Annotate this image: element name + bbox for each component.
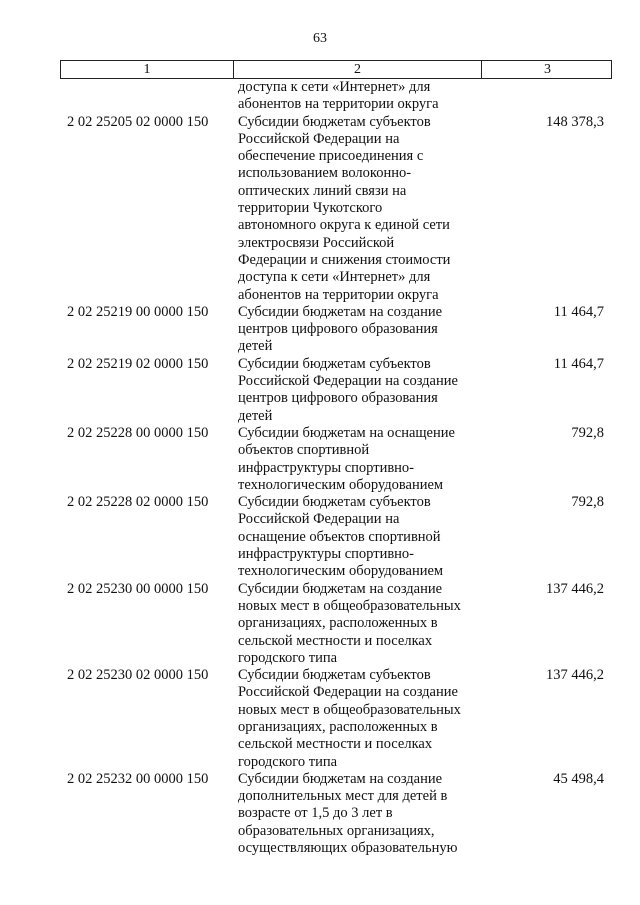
budget-code-cell: 2 02 25219 02 0000 150 <box>67 355 209 372</box>
table-row <box>60 356 612 425</box>
amount-cell <box>480 79 612 114</box>
budget-code-cell: 2 02 25205 02 0000 150 <box>67 113 209 130</box>
revenue-name-cell: Субсидии бюджетам на создание новых мест в общеобразовательных организациях, расположенных в сельской местности и поселках городского типа <box>238 580 461 666</box>
amount-cell: 11 464,7 <box>553 303 604 320</box>
budget-table <box>60 60 612 857</box>
amount-cell: 792,8 <box>571 424 604 441</box>
amount-cell: 148 378,3 <box>546 113 604 130</box>
table-row <box>60 581 612 667</box>
amount-cell: 792,8 <box>571 494 604 511</box>
budget-code-cell <box>60 79 232 114</box>
table-header-row <box>60 60 612 79</box>
header-cell-amount-column: 3 <box>481 61 613 78</box>
table-row <box>60 304 612 356</box>
revenue-name-cell: Субсидии бюджетам субъектов Российской Федерации на создание новых мест в общеобразовательных организациях, расположенных в сельской местности и поселках городского типа <box>238 667 461 770</box>
table-row <box>60 425 612 494</box>
revenue-name-cell: Субсидии бюджетам субъектов Российской Федерации на оснащение объектов спортивной инфраструктуры спортивно-технологическим оборудованием <box>238 494 444 580</box>
budget-code-cell: 2 02 25232 00 0000 150 <box>67 770 209 787</box>
amount-cell: 11 464,7 <box>553 355 604 372</box>
table-row <box>60 667 612 771</box>
revenue-name-cell: Субсидии бюджетам на оснащение объектов спортивной инфраструктуры спортивно-технологическим оборудованием <box>238 424 455 493</box>
revenue-name-cell: Субсидии бюджетам на создание центров цифрового образования детей <box>238 303 443 355</box>
revenue-name-cell: Субсидии бюджетам субъектов Российской Федерации на обеспечение присоединения с использованием волоконно-оптических линий связи на территории Чукотского автономного округа к единой сети электросвязи Российской Федерации и снижения стоимости доступа к сети «Интернет» для абонентов на территории округа <box>238 113 451 303</box>
amount-cell: 137 446,2 <box>546 580 604 597</box>
table-body <box>60 79 612 857</box>
header-cell-name-column: 2 <box>233 61 481 78</box>
table-row <box>60 494 612 580</box>
amount-cell: 137 446,2 <box>546 667 604 684</box>
budget-code-cell: 2 02 25230 02 0000 150 <box>67 667 209 684</box>
table-row <box>60 114 612 304</box>
revenue-name-cell: Субсидии бюджетам субъектов Российской Федерации на создание центров цифрового образования детей <box>238 355 458 424</box>
table-row <box>60 771 612 857</box>
revenue-name-cell: Субсидии бюджетам на создание дополнительных мест для детей в возрасте от 1,5 до 3 лет в образовательных организациях, осуществляющих образовательную <box>238 770 458 857</box>
table-row <box>60 79 612 114</box>
revenue-name-cell: доступа к сети «Интернет» для абонентов на территории округа <box>238 79 439 113</box>
budget-code-cell: 2 02 25230 00 0000 150 <box>67 580 209 597</box>
budget-code-cell: 2 02 25219 00 0000 150 <box>67 303 209 320</box>
budget-code-cell: 2 02 25228 02 0000 150 <box>67 494 209 511</box>
header-cell-code-column: 1 <box>143 62 151 77</box>
budget-code-cell: 2 02 25228 00 0000 150 <box>67 424 209 441</box>
page-number: 63 <box>313 31 327 46</box>
amount-cell: 45 498,4 <box>553 770 604 787</box>
